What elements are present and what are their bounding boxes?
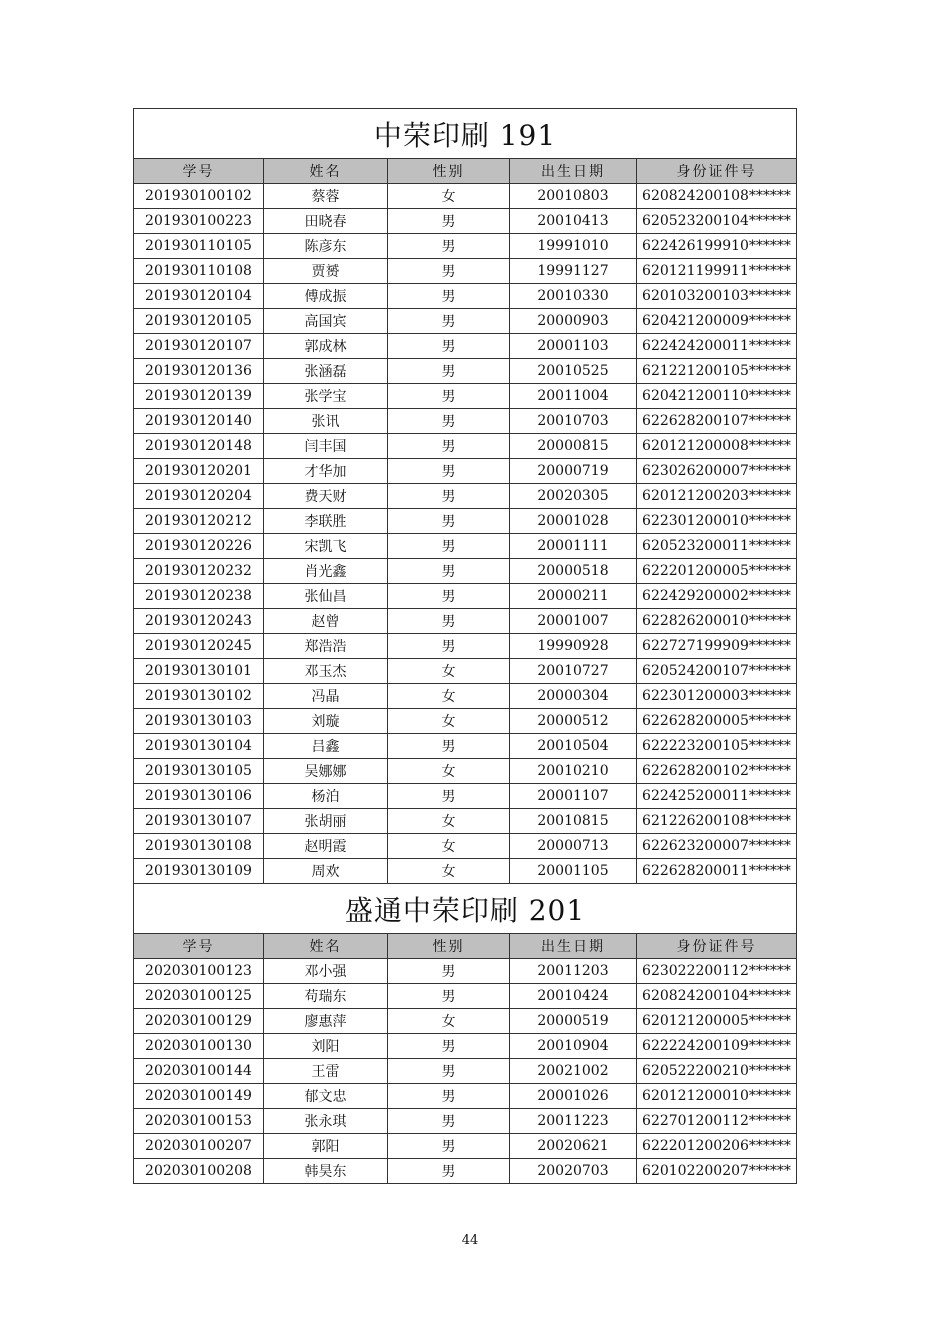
id-number-cell: 622628200011****** <box>637 859 797 884</box>
student-id-cell: 202030100129 <box>134 1009 264 1034</box>
name-cell: 赵曾 <box>264 609 388 634</box>
table-row <box>134 1059 797 1084</box>
gender-cell: 男 <box>388 284 510 309</box>
id-number-cell: 622426199910****** <box>637 234 797 259</box>
column-header-row <box>134 934 797 959</box>
name-cell: 高国宾 <box>264 309 388 334</box>
section-title: 中荣印刷 191 <box>134 109 797 159</box>
birth-date-cell: 20000304 <box>510 684 637 709</box>
table-row <box>134 509 797 534</box>
table-row <box>134 234 797 259</box>
student-id-cell: 201930120232 <box>134 559 264 584</box>
table-row <box>134 334 797 359</box>
id-number-cell: 622826200010****** <box>637 609 797 634</box>
name-cell: 邓玉杰 <box>264 659 388 684</box>
birth-date-cell: 20000512 <box>510 709 637 734</box>
name-cell: 郑浩浩 <box>264 634 388 659</box>
birth-date-cell: 20010210 <box>510 759 637 784</box>
id-number-cell: 621226200108****** <box>637 809 797 834</box>
gender-cell: 男 <box>388 634 510 659</box>
gender-cell: 男 <box>388 209 510 234</box>
column-header: 性别 <box>388 159 510 184</box>
table-row <box>134 859 797 884</box>
table-row <box>134 259 797 284</box>
birth-date-cell: 20001103 <box>510 334 637 359</box>
page-number: 44 <box>461 1233 479 1248</box>
name-cell: 廖惠萍 <box>264 1009 388 1034</box>
gender-cell: 女 <box>388 709 510 734</box>
name-cell: 吕鑫 <box>264 734 388 759</box>
name-cell: 闫丰国 <box>264 434 388 459</box>
birth-date-cell: 20001107 <box>510 784 637 809</box>
gender-cell: 男 <box>388 784 510 809</box>
gender-cell: 男 <box>388 1109 510 1134</box>
table-row <box>134 734 797 759</box>
birth-date-cell: 20000211 <box>510 584 637 609</box>
gender-cell: 男 <box>388 1134 510 1159</box>
student-id-cell: 202030100153 <box>134 1109 264 1134</box>
gender-cell: 男 <box>388 959 510 984</box>
name-cell: 赵明霞 <box>264 834 388 859</box>
table-row <box>134 684 797 709</box>
student-roster-table <box>133 108 797 1184</box>
gender-cell: 男 <box>388 484 510 509</box>
birth-date-cell: 20001026 <box>510 1084 637 1109</box>
name-cell: 吴娜娜 <box>264 759 388 784</box>
name-cell: 李联胜 <box>264 509 388 534</box>
student-id-cell: 201930120243 <box>134 609 264 634</box>
gender-cell: 男 <box>388 734 510 759</box>
id-number-cell: 620523200104****** <box>637 209 797 234</box>
section-title: 盛通中荣印刷 201 <box>134 884 797 934</box>
id-number-cell: 622201200206****** <box>637 1134 797 1159</box>
student-id-cell: 202030100123 <box>134 959 264 984</box>
student-id-cell: 201930130105 <box>134 759 264 784</box>
student-id-cell: 201930130106 <box>134 784 264 809</box>
name-cell: 刘阳 <box>264 1034 388 1059</box>
column-header-row <box>134 159 797 184</box>
table-row <box>134 634 797 659</box>
column-header: 出生日期 <box>510 159 637 184</box>
gender-cell: 女 <box>388 1009 510 1034</box>
student-id-cell: 201930120148 <box>134 434 264 459</box>
birth-date-cell: 20010815 <box>510 809 637 834</box>
name-cell: 韩昊东 <box>264 1159 388 1184</box>
id-number-cell: 622425200011****** <box>637 784 797 809</box>
id-number-cell: 622223200105****** <box>637 734 797 759</box>
id-number-cell: 620522200210****** <box>637 1059 797 1084</box>
name-cell: 傅成振 <box>264 284 388 309</box>
birth-date-cell: 20011223 <box>510 1109 637 1134</box>
gender-cell: 男 <box>388 1084 510 1109</box>
name-cell: 陈彦东 <box>264 234 388 259</box>
student-id-cell: 201930120105 <box>134 309 264 334</box>
gender-cell: 男 <box>388 1034 510 1059</box>
id-number-cell: 622201200005****** <box>637 559 797 584</box>
name-cell: 肖光鑫 <box>264 559 388 584</box>
id-number-cell: 622628200005****** <box>637 709 797 734</box>
id-number-cell: 622628200107****** <box>637 409 797 434</box>
gender-cell: 男 <box>388 534 510 559</box>
gender-cell: 女 <box>388 859 510 884</box>
name-cell: 郭阳 <box>264 1134 388 1159</box>
gender-cell: 女 <box>388 659 510 684</box>
id-number-cell: 620421200009****** <box>637 309 797 334</box>
gender-cell: 男 <box>388 459 510 484</box>
gender-cell: 男 <box>388 584 510 609</box>
gender-cell: 女 <box>388 184 510 209</box>
birth-date-cell: 20020703 <box>510 1159 637 1184</box>
id-number-cell: 622301200010****** <box>637 509 797 534</box>
id-number-cell: 620824200108****** <box>637 184 797 209</box>
name-cell: 张永琪 <box>264 1109 388 1134</box>
table-row <box>134 1134 797 1159</box>
table-row <box>134 534 797 559</box>
student-id-cell: 201930120238 <box>134 584 264 609</box>
table-row <box>134 284 797 309</box>
birth-date-cell: 20010525 <box>510 359 637 384</box>
table-row <box>134 584 797 609</box>
gender-cell: 男 <box>388 384 510 409</box>
name-cell: 张讯 <box>264 409 388 434</box>
gender-cell: 男 <box>388 1059 510 1084</box>
gender-cell: 女 <box>388 684 510 709</box>
column-header: 出生日期 <box>510 934 637 959</box>
table-row <box>134 309 797 334</box>
column-header: 身份证件号 <box>637 934 797 959</box>
roster-sheet <box>133 108 796 1184</box>
student-id-cell: 201930130109 <box>134 859 264 884</box>
birth-date-cell: 20010727 <box>510 659 637 684</box>
birth-date-cell: 20010803 <box>510 184 637 209</box>
name-cell: 王雷 <box>264 1059 388 1084</box>
name-cell: 刘璇 <box>264 709 388 734</box>
gender-cell: 男 <box>388 309 510 334</box>
student-id-cell: 202030100144 <box>134 1059 264 1084</box>
gender-cell: 男 <box>388 1159 510 1184</box>
id-number-cell: 622301200003****** <box>637 684 797 709</box>
birth-date-cell: 20020621 <box>510 1134 637 1159</box>
student-id-cell: 201930120139 <box>134 384 264 409</box>
section-title-row <box>134 884 797 934</box>
birth-date-cell: 20010413 <box>510 209 637 234</box>
name-cell: 周欢 <box>264 859 388 884</box>
name-cell: 苟瑞东 <box>264 984 388 1009</box>
gender-cell: 男 <box>388 409 510 434</box>
table-row <box>134 434 797 459</box>
id-number-cell: 620121200008****** <box>637 434 797 459</box>
student-id-cell: 201930100223 <box>134 209 264 234</box>
name-cell: 张胡丽 <box>264 809 388 834</box>
table-row <box>134 409 797 434</box>
table-row <box>134 384 797 409</box>
id-number-cell: 622424200011****** <box>637 334 797 359</box>
name-cell: 张涵磊 <box>264 359 388 384</box>
table-row <box>134 834 797 859</box>
column-header: 姓名 <box>264 934 388 959</box>
gender-cell: 男 <box>388 359 510 384</box>
student-id-cell: 202030100149 <box>134 1084 264 1109</box>
table-row <box>134 659 797 684</box>
column-header: 学号 <box>134 934 264 959</box>
student-id-cell: 201930120136 <box>134 359 264 384</box>
table-row <box>134 484 797 509</box>
birth-date-cell: 20000719 <box>510 459 637 484</box>
gender-cell: 男 <box>388 509 510 534</box>
gender-cell: 女 <box>388 809 510 834</box>
birth-date-cell: 20000903 <box>510 309 637 334</box>
birth-date-cell: 20000519 <box>510 1009 637 1034</box>
name-cell: 邓小强 <box>264 959 388 984</box>
birth-date-cell: 19991127 <box>510 259 637 284</box>
id-number-cell: 620524200107****** <box>637 659 797 684</box>
id-number-cell: 620824200104****** <box>637 984 797 1009</box>
gender-cell: 女 <box>388 759 510 784</box>
birth-date-cell: 20010904 <box>510 1034 637 1059</box>
table-row <box>134 1009 797 1034</box>
table-row <box>134 609 797 634</box>
table-row <box>134 809 797 834</box>
column-header: 性别 <box>388 934 510 959</box>
birth-date-cell: 20001111 <box>510 534 637 559</box>
id-number-cell: 622701200112****** <box>637 1109 797 1134</box>
name-cell: 蔡蓉 <box>264 184 388 209</box>
gender-cell: 男 <box>388 234 510 259</box>
student-id-cell: 202030100130 <box>134 1034 264 1059</box>
student-id-cell: 201930120245 <box>134 634 264 659</box>
id-number-cell: 622224200109****** <box>637 1034 797 1059</box>
gender-cell: 男 <box>388 559 510 584</box>
student-id-cell: 201930130108 <box>134 834 264 859</box>
gender-cell: 男 <box>388 434 510 459</box>
gender-cell: 男 <box>388 609 510 634</box>
birth-date-cell: 20011203 <box>510 959 637 984</box>
id-number-cell: 622727199909****** <box>637 634 797 659</box>
table-row <box>134 959 797 984</box>
birth-date-cell: 20020305 <box>510 484 637 509</box>
gender-cell: 男 <box>388 334 510 359</box>
table-row <box>134 359 797 384</box>
id-number-cell: 620121200203****** <box>637 484 797 509</box>
column-header: 学号 <box>134 159 264 184</box>
id-number-cell: 620421200110****** <box>637 384 797 409</box>
table-row <box>134 209 797 234</box>
student-id-cell: 201930120104 <box>134 284 264 309</box>
birth-date-cell: 20010703 <box>510 409 637 434</box>
name-cell: 冯晶 <box>264 684 388 709</box>
birth-date-cell: 20001028 <box>510 509 637 534</box>
id-number-cell: 622429200002****** <box>637 584 797 609</box>
table-row <box>134 784 797 809</box>
birth-date-cell: 20010424 <box>510 984 637 1009</box>
table-row <box>134 184 797 209</box>
table-row <box>134 559 797 584</box>
birth-date-cell: 20000815 <box>510 434 637 459</box>
student-id-cell: 201930110105 <box>134 234 264 259</box>
id-number-cell: 620102200207****** <box>637 1159 797 1184</box>
name-cell: 田晓春 <box>264 209 388 234</box>
name-cell: 张学宝 <box>264 384 388 409</box>
id-number-cell: 622623200007****** <box>637 834 797 859</box>
id-number-cell: 620121200005****** <box>637 1009 797 1034</box>
student-id-cell: 202030100125 <box>134 984 264 1009</box>
column-header: 身份证件号 <box>637 159 797 184</box>
name-cell: 费天财 <box>264 484 388 509</box>
name-cell: 郭成林 <box>264 334 388 359</box>
table-row <box>134 1159 797 1184</box>
student-id-cell: 201930120107 <box>134 334 264 359</box>
column-header: 姓名 <box>264 159 388 184</box>
table-row <box>134 459 797 484</box>
birth-date-cell: 19990928 <box>510 634 637 659</box>
table-row <box>134 984 797 1009</box>
student-id-cell: 201930130102 <box>134 684 264 709</box>
student-id-cell: 201930120212 <box>134 509 264 534</box>
birth-date-cell: 20010504 <box>510 734 637 759</box>
student-id-cell: 201930120140 <box>134 409 264 434</box>
birth-date-cell: 19991010 <box>510 234 637 259</box>
name-cell: 贾赟 <box>264 259 388 284</box>
name-cell: 宋凯飞 <box>264 534 388 559</box>
table-row <box>134 1034 797 1059</box>
id-number-cell: 623026200007****** <box>637 459 797 484</box>
student-id-cell: 201930130101 <box>134 659 264 684</box>
table-row <box>134 1109 797 1134</box>
student-id-cell: 201930120226 <box>134 534 264 559</box>
student-id-cell: 201930100102 <box>134 184 264 209</box>
id-number-cell: 620121200010****** <box>637 1084 797 1109</box>
gender-cell: 男 <box>388 984 510 1009</box>
gender-cell: 男 <box>388 259 510 284</box>
gender-cell: 女 <box>388 834 510 859</box>
name-cell: 杨泊 <box>264 784 388 809</box>
birth-date-cell: 20000713 <box>510 834 637 859</box>
section-title-row <box>134 109 797 159</box>
birth-date-cell: 20011004 <box>510 384 637 409</box>
birth-date-cell: 20021002 <box>510 1059 637 1084</box>
name-cell: 张仙昌 <box>264 584 388 609</box>
table-row <box>134 709 797 734</box>
birth-date-cell: 20001007 <box>510 609 637 634</box>
student-id-cell: 201930120204 <box>134 484 264 509</box>
id-number-cell: 620103200103****** <box>637 284 797 309</box>
student-id-cell: 202030100207 <box>134 1134 264 1159</box>
student-id-cell: 201930130103 <box>134 709 264 734</box>
student-id-cell: 201930130104 <box>134 734 264 759</box>
id-number-cell: 623022200112****** <box>637 959 797 984</box>
id-number-cell: 620121199911****** <box>637 259 797 284</box>
id-number-cell: 620523200011****** <box>637 534 797 559</box>
id-number-cell: 622628200102****** <box>637 759 797 784</box>
id-number-cell: 621221200105****** <box>637 359 797 384</box>
table-row <box>134 759 797 784</box>
birth-date-cell: 20010330 <box>510 284 637 309</box>
name-cell: 才华加 <box>264 459 388 484</box>
student-id-cell: 202030100208 <box>134 1159 264 1184</box>
student-id-cell: 201930110108 <box>134 259 264 284</box>
birth-date-cell: 20000518 <box>510 559 637 584</box>
birth-date-cell: 20001105 <box>510 859 637 884</box>
name-cell: 郁文忠 <box>264 1084 388 1109</box>
student-id-cell: 201930130107 <box>134 809 264 834</box>
student-id-cell: 201930120201 <box>134 459 264 484</box>
table-row <box>134 1084 797 1109</box>
